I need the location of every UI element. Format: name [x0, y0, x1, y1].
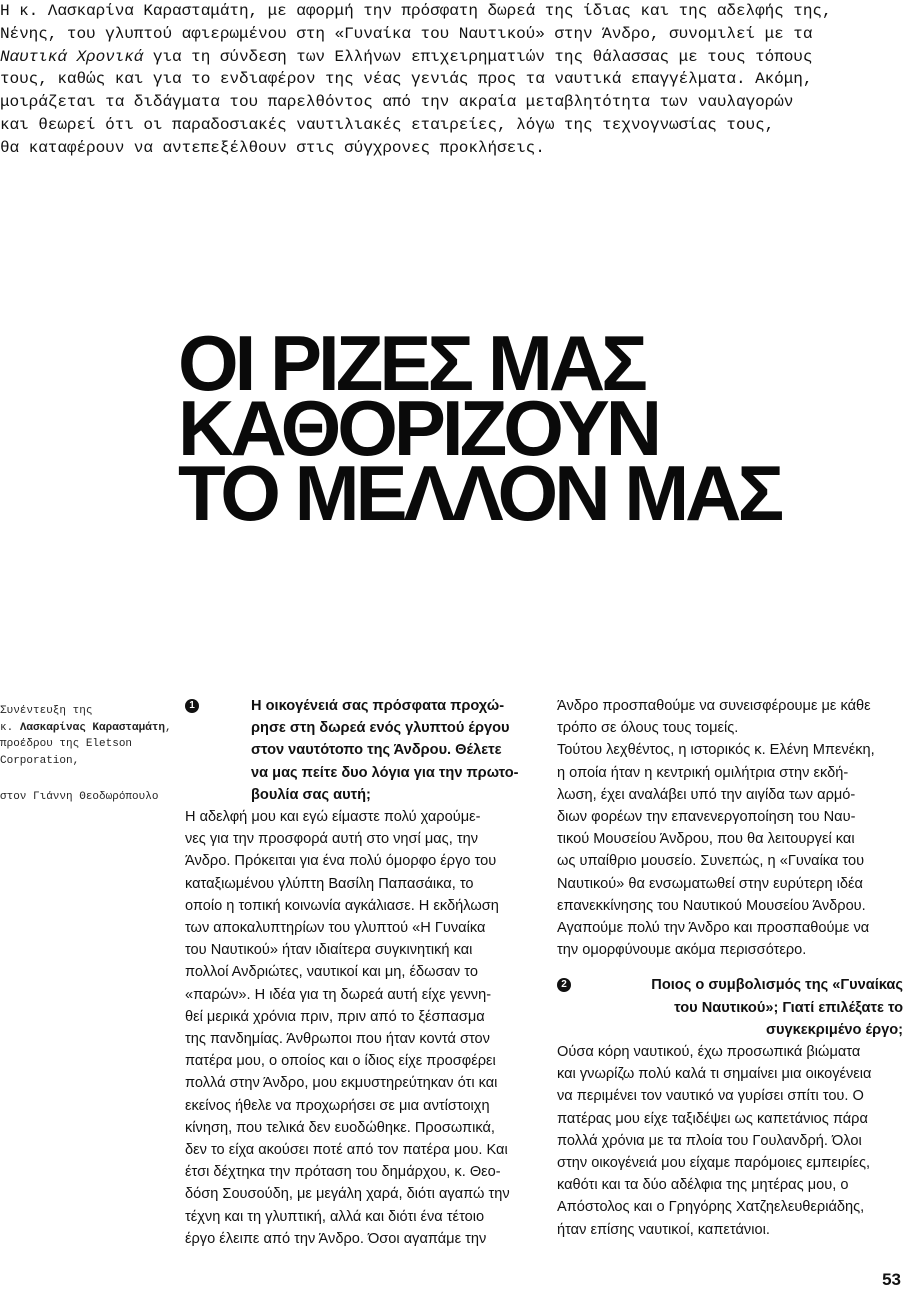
answer-line: ήταν επίσης ναυτικοί, καπετάνιοι. [557, 1221, 770, 1238]
answer-line: τέχνη και τη γλυπτική, αλλά και διότι ένα τέτοιο [185, 1208, 485, 1225]
answer-line: έργο έλειπε από την Άνδρο. Όσοι αγαπάμε την [185, 1230, 487, 1247]
answer-line: πολλά χρόνια με τα πλοία του Γουλανδρή. Όλοι [557, 1132, 862, 1149]
credit-suffix: , [165, 721, 172, 734]
answer-line: τικού Μουσείου Άνδρου, που θα λειτουργεί και [557, 831, 855, 848]
answer-line: έτσι δέχτηκα την πρόταση του δημάρχου, κ. Θεο- [185, 1164, 501, 1181]
interview-credit [0, 703, 170, 806]
page-number: 53 [882, 1270, 901, 1289]
answer-line: τρόπο σε όλους τους τομείς. [557, 720, 739, 737]
answer-line: δεν το είχα ακούσει ποτέ από τον πατέρα μου. Και [185, 1142, 508, 1159]
answer-line: της πανδημίας. Άνθρωποι που ήταν κοντά στον [185, 1031, 490, 1048]
answer-line: κίνηση, που τελικά δεν ευοδώθηκε. Προσωπικά, [185, 1119, 495, 1136]
answer-line: στην οικογένειά μου είχαμε παρόμοιες εμπειρίες, [557, 1155, 871, 1172]
question-line: βουλία σας αυτή; [251, 786, 371, 803]
answer-line: εκείνος ήθελε να προχωρήσει σε μια αντίστοιχη [185, 1097, 490, 1114]
question-line: στον ναυτότοπο της Άνδρου. Θέλετε [251, 742, 502, 759]
answer-line: θεί μερικά χρόνια πριν, πριν από το ξέσπασμα [185, 1008, 485, 1025]
question-2 [557, 974, 903, 1041]
answer-line: πατέρας μου είχε ταξιδέψει ως καπετάνιος πάρα [557, 1110, 868, 1127]
question-line: να μας πείτε δυο λόγια για την πρωτο- [251, 764, 519, 781]
interviewer-line: στον Γιάννη Θεοδωρόπουλο [0, 791, 159, 803]
answer-line: Η αδελφή μου και εγώ είμαστε πολύ χαρούμε- [185, 809, 481, 826]
answer-2 [557, 1041, 903, 1241]
question-line: ρησε στη δωρεά ενός γλυπτού έργου [251, 720, 510, 737]
question-1 [185, 695, 545, 806]
answer-line: δόση Σουσούδη, με μεγάλη χαρά, διότι αγαπώ την [185, 1186, 510, 1203]
answer-line: η οποία ήταν η κεντρική ομιλήτρια στην εκδή- [557, 764, 849, 781]
answer-line: καθότι και τα δύο αδέλφια της μητέρας μου, ο [557, 1177, 849, 1194]
credit-line: Συνέντευξη της [0, 705, 93, 717]
question-line: του Ναυτικού»; Γιατί επιλέξατε το [674, 999, 903, 1016]
article-column-left [185, 695, 545, 1250]
intro-line-rest: για τη σύνδεση των Ελλήνων επιχειρηματιών της θάλασσας με τους τόπους [143, 47, 813, 66]
intro-line: Νένης, του γλυπτού αφιερωμένου στη «Γυναίκα του Ναυτικού» στην Άνδρο, συνομιλεί με τα [0, 24, 813, 43]
answer-line: την ομορφύνουμε ακόμα περισσότερο. [557, 942, 807, 959]
question-number-badge: 1 [185, 699, 199, 713]
interviewee-name: Λασκαρίνας Καρασταμάτη [19, 721, 166, 734]
title-line: ΚΑΘΟΡΙΖΟΥΝ [178, 384, 659, 472]
answer-line: Ούσα κόρη ναυτικού, έχω προσωπικά βιώματα [557, 1044, 861, 1061]
answer-line: Τούτου λεχθέντος, η ιστορικός κ. Ελένη Μπενέκη, [557, 742, 875, 759]
question-line: Ποιος ο συμβολισμός της «Γυναίκας [651, 977, 903, 994]
credit-line: προέδρου της Eletson [0, 738, 133, 750]
question-line: Η οικογένειά σας πρόσφατα προχώ- [251, 698, 505, 714]
answer-1 [185, 806, 545, 1250]
answer-line: Άνδρο προσπαθούμε να συνεισφέρουμε με κάθε [557, 698, 871, 714]
answer-line: Αγαπούμε πολύ την Άνδρο και προσπαθούμε να [557, 920, 870, 937]
answer-1-continued [557, 695, 903, 961]
intro-line: Η κ. Λασκαρίνα Καρασταμάτη, με αφορμή την πρόσφατη δωρεά της ίδιας και της αδελφής της, [0, 2, 832, 20]
article-column-right [557, 695, 903, 1241]
answer-line: Ναυτικού» θα ενσωματωθεί στην ευρύτερη ιδέα [557, 875, 863, 892]
intro-line: τους, καθώς και για το ενδιαφέρον της νέας γενιάς προς τα ναυτικά επαγγέλματα. Ακόμη, [0, 70, 813, 89]
question-number-badge: 2 [557, 978, 571, 992]
intro-line: μοιράζεται τα διδάγματα του παρελθόντος από την ακραία μεταβλητότητα των ναυλαγορών [0, 93, 794, 112]
question-2-text [613, 974, 903, 1041]
credit-prefix: κ. [0, 721, 20, 734]
intro-line [0, 46, 900, 69]
answer-line: πολλοί Ανδριώτες, ναυτικοί και μη, έδωσαν το [185, 964, 478, 981]
answer-line: πατέρα μου, ο οποίος και ο ίδιος είχε προσφέρει [185, 1053, 496, 1070]
answer-line: λωση, έχει αναλάβει υπό την αιγίδα των αρμό- [557, 786, 856, 803]
intro-line: και θεωρεί ότι οι παραδοσιακές ναυτιλιακές εταιρείες, λόγω της τεχνογνωσίας τους, [0, 115, 775, 134]
answer-line: Απόστολος και ο Γρηγόρης Χατζηελευθεριάδης, [557, 1199, 865, 1216]
article-title [178, 319, 878, 537]
answer-line: του Ναυτικού» ήταν ιδιαίτερα συγκινητική και [185, 942, 473, 959]
answer-line: να περιμένει τον ναυτικό να γυρίσει σπίτι του. Ο [557, 1088, 864, 1105]
answer-line: οποίο η τοπική κοινωνία αγκάλιασε. Η εκδήλωση [185, 897, 499, 914]
answer-line: «παρών». Η ιδέα για τη δωρεά αυτή είχε γεννη- [185, 986, 492, 1003]
answer-line: επανεκκίνησης του Ναυτικού Μουσείου Άνδρου. [557, 897, 866, 914]
answer-line: των αποκαλυπτηρίων του γλυπτού «Η Γυναίκα [185, 920, 486, 937]
intro-line: θα καταφέρουν να αντεπεξέλθουν στις σύγχρονες προκλήσεις. [0, 138, 545, 157]
answer-line: ως υπαίθριο μουσείο. Συνεπώς, η «Γυναίκα του [557, 853, 865, 870]
answer-line: διων φορέων την επανενεργοποίηση του Ναυ- [557, 809, 856, 826]
question-1-text [185, 695, 545, 806]
question-line: συγκεκριμένο έργο; [766, 1021, 903, 1038]
answer-line: καταξιωμένου γλύπτη Βασίλη Παπασάικα, το [185, 875, 474, 892]
credit-line [0, 720, 170, 737]
answer-line: νες για την προσφορά αυτή στο νησί μας, την [185, 831, 478, 848]
answer-line: και γνωρίζω πολύ καλά τι σημαίνει μια οικογένεια [557, 1066, 872, 1083]
answer-line: πολλά στην Άνδρο, μου εκμυστηρεύτηκαν ότι και [185, 1075, 498, 1092]
intro-paragraph [0, 0, 900, 160]
title-line: ΟΙ ΡΙΖΕΣ ΜΑΣ [178, 319, 644, 407]
credit-line: Corporation, [0, 754, 80, 767]
answer-line: Άνδρο. Πρόκειται για ένα πολύ όμορφο έργο του [185, 853, 497, 870]
publication-name: Ναυτικά Χρονικά [0, 47, 144, 66]
title-line: ΤΟ ΜΕΛΛΟΝ ΜΑΣ [178, 449, 781, 537]
